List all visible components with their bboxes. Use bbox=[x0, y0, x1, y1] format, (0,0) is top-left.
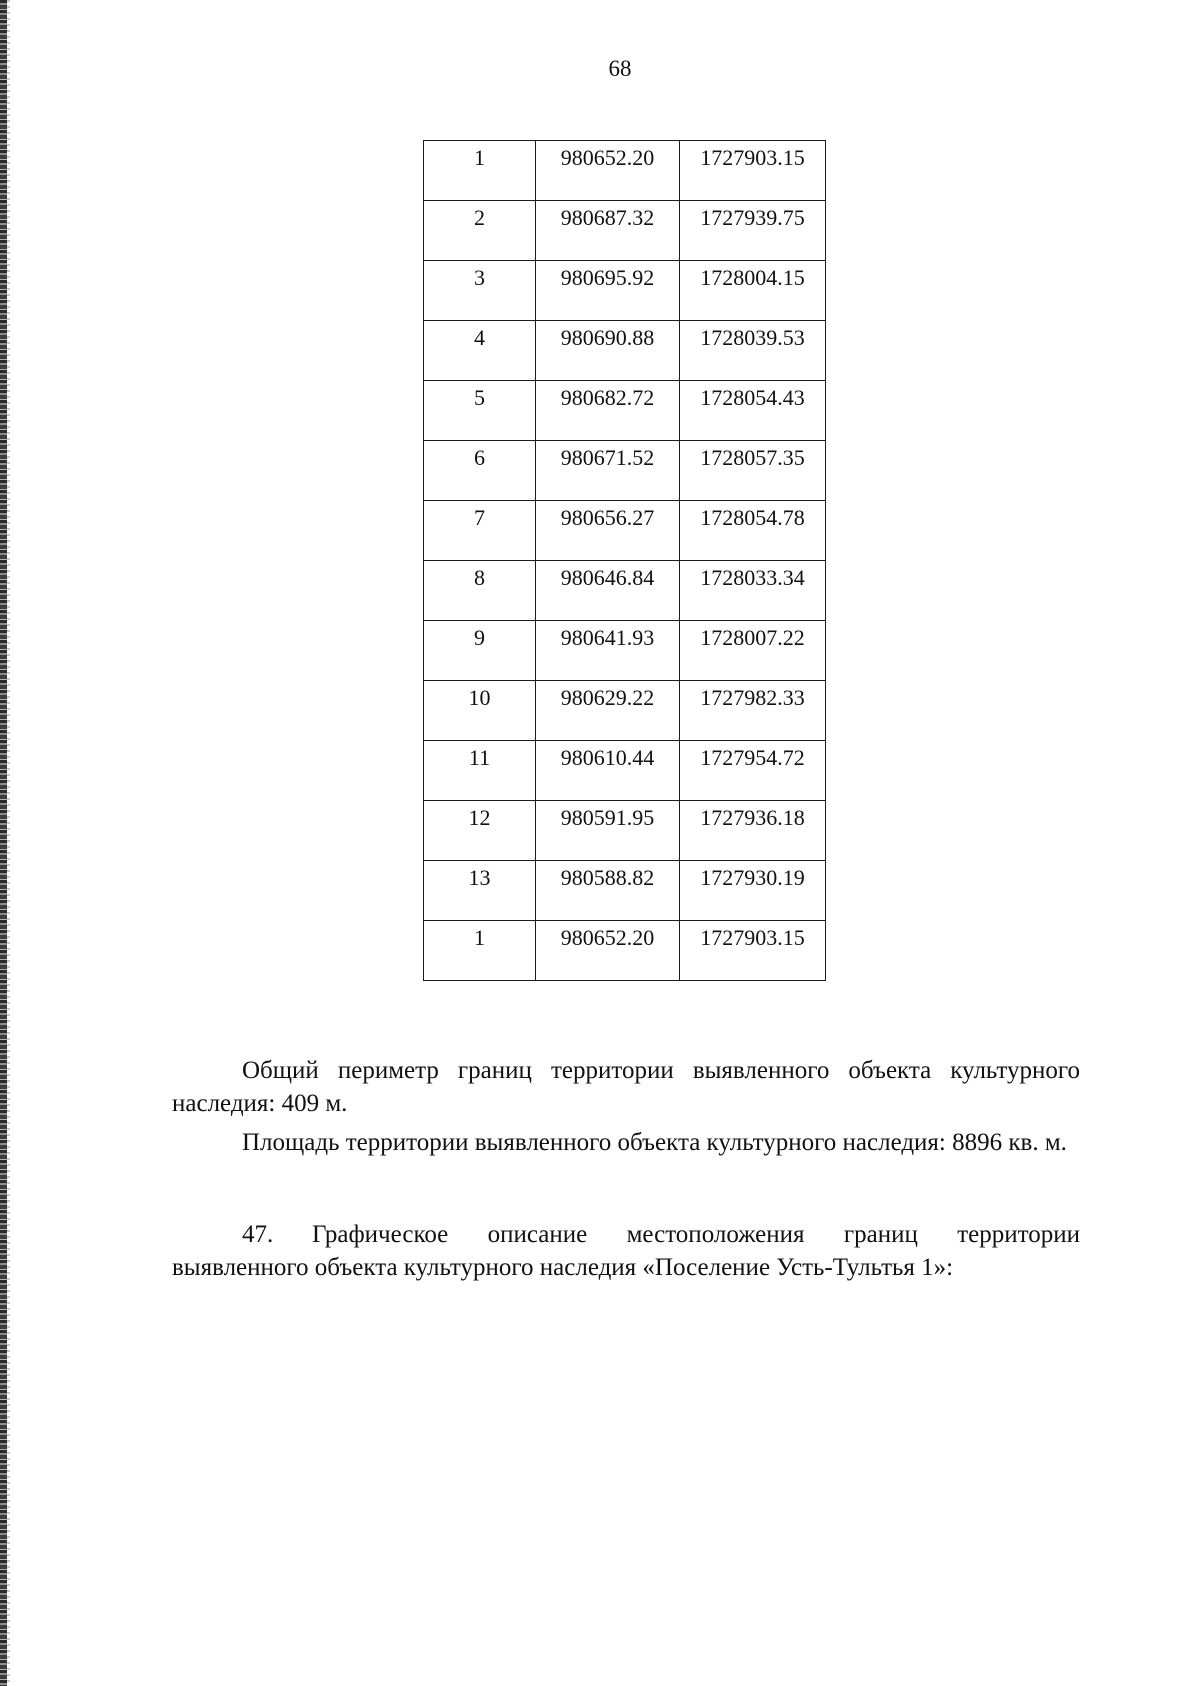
point-number-cell: 1 bbox=[424, 141, 536, 201]
point-number-cell: 12 bbox=[424, 801, 536, 861]
point-number-cell: 6 bbox=[424, 441, 536, 501]
point-number-cell: 2 bbox=[424, 201, 536, 261]
point-number-cell: 13 bbox=[424, 861, 536, 921]
point-number-cell: 7 bbox=[424, 501, 536, 561]
x-coordinate-cell: 980652.20 bbox=[536, 921, 680, 981]
table-row bbox=[424, 741, 826, 801]
x-coordinate-cell: 980629.22 bbox=[536, 681, 680, 741]
table-row bbox=[424, 501, 826, 561]
table-row bbox=[424, 141, 826, 201]
x-coordinate-cell: 980652.20 bbox=[536, 141, 680, 201]
point-number-cell: 4 bbox=[424, 321, 536, 381]
x-coordinate-cell: 980641.93 bbox=[536, 621, 680, 681]
y-coordinate-cell: 1728057.35 bbox=[680, 441, 826, 501]
point-number-cell: 10 bbox=[424, 681, 536, 741]
table-row bbox=[424, 921, 826, 981]
x-coordinate-cell: 980671.52 bbox=[536, 441, 680, 501]
x-coordinate-cell: 980690.88 bbox=[536, 321, 680, 381]
point-number-cell: 5 bbox=[424, 381, 536, 441]
x-coordinate-cell: 980656.27 bbox=[536, 501, 680, 561]
coordinates-table bbox=[423, 140, 826, 981]
page-number: 68 bbox=[608, 56, 632, 81]
x-coordinate-cell: 980687.32 bbox=[536, 201, 680, 261]
y-coordinate-cell: 1728033.34 bbox=[680, 561, 826, 621]
table-row bbox=[424, 801, 826, 861]
item-47-paragraph bbox=[172, 1218, 1080, 1284]
x-coordinate-cell: 980591.95 bbox=[536, 801, 680, 861]
y-coordinate-cell: 1727939.75 bbox=[680, 201, 826, 261]
coordinates-table-body bbox=[424, 141, 826, 981]
y-coordinate-cell: 1728054.78 bbox=[680, 501, 826, 561]
x-coordinate-cell: 980682.72 bbox=[536, 381, 680, 441]
table-row bbox=[424, 621, 826, 681]
table-row bbox=[424, 861, 826, 921]
y-coordinate-cell: 1728054.43 bbox=[680, 381, 826, 441]
x-coordinate-cell: 980610.44 bbox=[536, 741, 680, 801]
y-coordinate-cell: 1727903.15 bbox=[680, 921, 826, 981]
table-row bbox=[424, 201, 826, 261]
point-number-cell: 9 bbox=[424, 621, 536, 681]
area-paragraph bbox=[172, 1126, 1080, 1159]
item-number: 47. bbox=[242, 1221, 274, 1248]
perimeter-paragraph bbox=[172, 1054, 1080, 1120]
y-coordinate-cell: 1727903.15 bbox=[680, 141, 826, 201]
area-text: Площадь территории выявленного объекта культурного наследия: 8896 кв. м. bbox=[242, 1129, 1067, 1156]
y-coordinate-cell: 1727930.19 bbox=[680, 861, 826, 921]
table-row bbox=[424, 381, 826, 441]
point-number-cell: 3 bbox=[424, 261, 536, 321]
scan-edge-artifact bbox=[0, 0, 7, 1686]
table-row bbox=[424, 261, 826, 321]
y-coordinate-cell: 1727936.18 bbox=[680, 801, 826, 861]
table-row bbox=[424, 561, 826, 621]
x-coordinate-cell: 980646.84 bbox=[536, 561, 680, 621]
item-text: Графическое описание местоположения границ территории выявленного объекта культурного наследия «Поселение Усть-Тультья 1»: bbox=[172, 1221, 1080, 1281]
y-coordinate-cell: 1728004.15 bbox=[680, 261, 826, 321]
y-coordinate-cell: 1727982.33 bbox=[680, 681, 826, 741]
table-row bbox=[424, 681, 826, 741]
y-coordinate-cell: 1727954.72 bbox=[680, 741, 826, 801]
y-coordinate-cell: 1728007.22 bbox=[680, 621, 826, 681]
point-number-cell: 11 bbox=[424, 741, 536, 801]
x-coordinate-cell: 980588.82 bbox=[536, 861, 680, 921]
perimeter-text: Общий периметр границ территории выявленного объекта культурного наследия: 409 м. bbox=[172, 1057, 1080, 1117]
y-coordinate-cell: 1728039.53 bbox=[680, 321, 826, 381]
table-row bbox=[424, 441, 826, 501]
point-number-cell: 8 bbox=[424, 561, 536, 621]
point-number-cell: 1 bbox=[424, 921, 536, 981]
table-row bbox=[424, 321, 826, 381]
x-coordinate-cell: 980695.92 bbox=[536, 261, 680, 321]
